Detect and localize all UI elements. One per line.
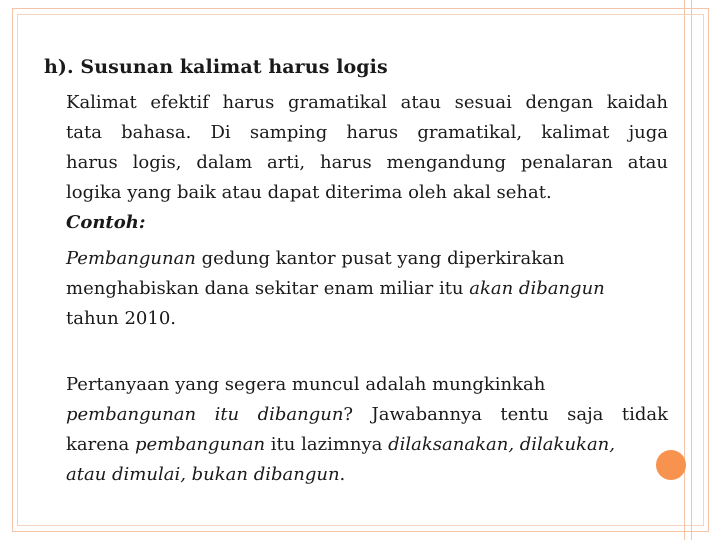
example-text: menghabiskan dana sekitar enam miliar itu — [66, 278, 470, 299]
example-line-2 — [66, 274, 668, 304]
explanation-italic: atau dimulai, bukan dibangun — [66, 464, 340, 485]
example-label-text: Contoh: — [66, 212, 146, 233]
explanation-paragraph — [66, 370, 668, 490]
example-italic: Pembangunan — [66, 248, 196, 269]
definition-line: harus logis, dalam arti, harus mengandung penalaran atau — [66, 152, 668, 173]
example-label — [66, 208, 668, 238]
example-line-3: tahun 2010. — [66, 308, 176, 329]
example-text: gedung kantor pusat yang diperkirakan — [195, 248, 565, 269]
explanation-italic: pembangunan itu dibangun — [66, 404, 344, 425]
explanation-line-1: Pertanyaan yang segera muncul adalah mungkinkah — [66, 374, 546, 395]
explanation-text: ? Jawabannya tentu saja tidak — [343, 404, 668, 425]
explanation-text: . — [339, 464, 346, 485]
example-paragraph — [66, 244, 668, 334]
explanation-italic: pembangunan — [134, 434, 266, 455]
definition-line: Kalimat efektif harus gramatikal atau sesuai dengan kaidah — [66, 92, 668, 113]
explanation-line-2 — [66, 400, 668, 430]
definition-line: logika yang baik atau dapat diterima oleh akal sehat. — [66, 182, 552, 203]
definition-line: tata bahasa. Di samping harus gramatikal, kalimat juga — [66, 122, 668, 143]
explanation-text: itu lazimnya — [265, 434, 389, 455]
explanation-line-4 — [66, 460, 668, 490]
explanation-line-3 — [66, 430, 668, 460]
definition-paragraph — [66, 88, 668, 208]
example-line-1 — [66, 244, 668, 274]
example-italic: akan dibangun — [469, 278, 605, 299]
explanation-italic: dilaksanakan, dilakukan, — [388, 434, 615, 455]
explanation-text: karena — [66, 434, 135, 455]
section-heading: h). Susunan kalimat harus logis — [44, 56, 388, 78]
